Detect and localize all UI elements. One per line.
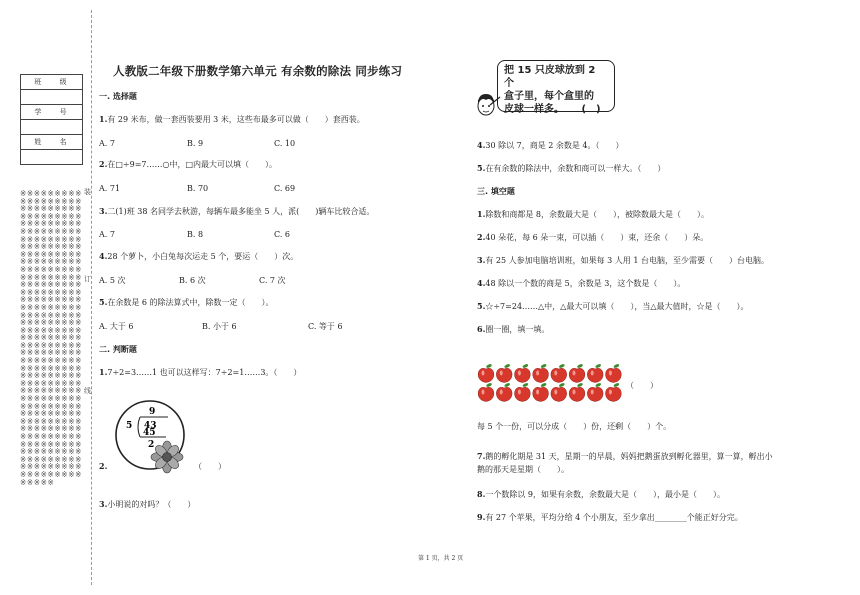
choice-q3 <box>99 206 374 217</box>
choice-q5-option-a[interactable]: A. 大于 6 <box>99 322 134 331</box>
q-number: 6. <box>477 324 486 334</box>
choice-q2-option-a[interactable]: A. 71 <box>99 184 121 193</box>
q-text: 圈一圈，填一填。 <box>485 325 550 334</box>
seal-mark-zhuang: 装 <box>84 188 91 196</box>
choice-q5-option-c[interactable]: C. 等于 6 <box>308 322 343 331</box>
apple-icon <box>478 382 494 401</box>
choice-q1-option-a[interactable]: A. 7 <box>99 139 115 148</box>
apple-icon <box>587 382 603 401</box>
choice-q3-option-a[interactable]: A. 7 <box>99 230 115 239</box>
number-field[interactable] <box>21 120 83 135</box>
division-dividend: 43 <box>144 421 157 431</box>
q-number: 9. <box>477 512 486 522</box>
division-illustration <box>110 397 192 477</box>
judge-q4 <box>477 140 624 151</box>
q-number: 1. <box>99 367 108 377</box>
q-number: 3. <box>99 499 108 509</box>
fill-q6-line2: 每 5 个一份，可以分成（ ）份，还剩（ ）个。 <box>477 422 672 431</box>
q-text: 鹅的孵化期是 31 天，星期一的早晨，妈妈把鹅蛋放到孵化器里，算一算，孵出小 <box>485 452 773 461</box>
q-number: 3. <box>99 206 108 216</box>
apple-icon <box>569 363 585 382</box>
apple-icon <box>533 363 549 382</box>
q-text: 在有余数的除法中，余数和商可以一样大。（ ） <box>485 164 666 173</box>
q-text: 有 27 个苹果，平均分给 4 个小朋友，至少拿出________个能正好分完。 <box>485 513 743 522</box>
q-text: 在□÷9=7……○中，□内最大可以填（ ）。 <box>107 160 278 169</box>
choice-q3-option-b[interactable]: B. 8 <box>187 230 204 239</box>
q-text: 28 个萝卜，小白兔每次运走 5 个，要运（ ）次。 <box>107 252 299 261</box>
q-number: 3. <box>477 255 486 265</box>
apple-icon <box>551 382 567 401</box>
fill-q7-line2: 鹅的那天是星期（ ）。 <box>477 465 569 474</box>
apple-grid <box>477 362 627 404</box>
q-text: ☆÷7=24……△中，△最大可以填（ ），当△最大值时，☆是（ ）。 <box>485 302 749 311</box>
q-number: 8. <box>477 489 486 499</box>
seal-mark-ding: 订 <box>84 275 91 283</box>
section-fill-heading: 三. 填空题 <box>477 187 515 196</box>
student-info-table <box>20 74 83 165</box>
q-number: 4. <box>477 278 486 288</box>
judge-q1 <box>99 367 301 378</box>
judge-q5 <box>477 163 665 174</box>
binding-line <box>91 10 92 585</box>
apple-icon <box>533 382 549 401</box>
fill-q5 <box>477 301 749 312</box>
q-text: 在余数是 6 的除法算式中，除数一定（ ）。 <box>107 298 274 307</box>
apple-icon <box>551 363 567 382</box>
q-text: 30 除以 7，商是 2 余数是 4。（ ） <box>485 141 624 150</box>
q-text: 48 除以一个数的商是 5，余数是 3，这个数是（ ）。 <box>485 279 686 288</box>
choice-q5 <box>99 297 274 308</box>
q-text: 小明说的对吗？（ ） <box>107 500 196 509</box>
choice-q1-option-c[interactable]: C. 10 <box>274 139 296 148</box>
name-label: 姓 名 <box>21 135 83 150</box>
apple-icon <box>606 363 622 382</box>
q-number: 2. <box>99 159 108 169</box>
fill-q4 <box>477 278 685 289</box>
choice-q4-option-a[interactable]: A. 5 次 <box>99 276 126 285</box>
class-field[interactable] <box>21 90 83 105</box>
judge-q3 <box>99 499 195 510</box>
bubble-line-3: 皮球一样多。 <box>504 104 564 115</box>
choice-q2 <box>99 159 277 170</box>
seal-mark-xian: 线 <box>84 387 91 395</box>
q-number: 4. <box>477 140 486 150</box>
fill-q8 <box>477 489 725 500</box>
fill-q1 <box>477 209 709 220</box>
fill-q9 <box>477 512 743 523</box>
speech-bubble <box>497 60 615 115</box>
fill-q6-blank[interactable]: （ ） <box>626 381 658 390</box>
q-text: 7÷2=3……1 也可以这样写：7÷2=1……3。（ ） <box>107 368 302 377</box>
choice-q5-option-b[interactable]: B. 小于 6 <box>202 322 237 331</box>
page-title: 人教版二年级下册数学第六单元 有余数的除法 同步练习 <box>113 64 403 78</box>
choice-q2-option-c[interactable]: C. 69 <box>274 184 296 193</box>
q-number: 1. <box>477 209 486 219</box>
number-label: 学 号 <box>21 105 83 120</box>
fill-q7 <box>477 451 773 462</box>
section-judge-heading: 二. 判断题 <box>99 345 137 354</box>
choice-q3-option-c[interactable]: C. 6 <box>274 230 291 239</box>
q-number: 2. <box>99 461 108 471</box>
binding-pattern: ※※※※※※※※※※※※※※※※※※※※※※※※※※※※※※※※※※※※※※※※※※※※※※※※※※※※※※※※※※※※※※※※※※※※※※※※※※※※※※※※※※※※※※※※※※※※※※※※※※※※※※※※※※※※※※※※※※※※※※※※※※※※※※※※※※※※※※※※※※※※※※※※※※※※※※※※※※※※※※※※※※※※※※※※※※※※※※※※※※※※※※※※※※※※※※※※※※※※※※※※※※※※※※※※※※※※※※※※※※※※※※※※※※※※※※※※※※※※※※※※※※※※※※※※※※※※※※※※※※※※※※※※※※※※※※※※※※※※※※※※※※※※※※※※※※※※※※※※※※※※※※※※※※※※※※※※※※※※※※※※※※※※※※※※※※※※※※※※※※※※※※※※※※※ <box>20 190 82 487</box>
choice-q1-option-b[interactable]: B. 9 <box>187 139 204 148</box>
apple-icon <box>478 363 494 382</box>
q-text: 有 25 人参加电脑培训班，如果每 3 人用 1 台电脑，至少需要（ ）台电脑。 <box>485 256 769 265</box>
apple-icon <box>515 382 531 401</box>
q-number: 5. <box>477 301 486 311</box>
q-text: 除数和商都是 8，余数最大是（ ），被除数最大是（ ）。 <box>485 210 709 219</box>
q-text: 有 29 米布，做一套西装要用 3 米，这些布最多可以做（ ）套西装。 <box>107 115 365 124</box>
q-number: 7. <box>477 451 486 461</box>
judge-q2-blank[interactable]: （ ） <box>194 462 226 471</box>
apple-icon <box>496 382 512 401</box>
apple-icon <box>515 363 531 382</box>
choice-q4-option-b[interactable]: B. 6 次 <box>179 276 206 285</box>
bubble-line-2: 盒子里，每个盒里的 <box>504 91 594 102</box>
choice-q1 <box>99 114 365 125</box>
division-quotient: 9 <box>149 407 156 417</box>
choice-q2-option-b[interactable]: B. 70 <box>187 184 209 193</box>
division-divisor: 5 <box>126 421 133 431</box>
q-text: 一个数除以 9，如果有余数，余数最大是（ ），最小是（ ）。 <box>485 490 725 499</box>
q-number: 5. <box>477 163 486 173</box>
bubble-line-1: 把 15 只皮球放到 2 个 <box>504 65 596 89</box>
fill-q6 <box>477 324 549 335</box>
apple-icon <box>587 363 603 382</box>
name-field[interactable] <box>21 150 83 165</box>
bubble-answer-blank[interactable]: ( ) <box>581 104 601 115</box>
fill-q3 <box>477 255 769 266</box>
choice-q4 <box>99 251 298 262</box>
class-label: 班 级 <box>21 75 83 90</box>
division-product: 45 <box>143 428 156 438</box>
q-number: 1. <box>99 114 108 124</box>
q-number: 2. <box>477 232 486 242</box>
apple-icon <box>496 363 512 382</box>
page-footer: 第 1 页，共 2 页 <box>418 555 464 562</box>
judge-q2-number <box>99 461 107 472</box>
section-choice-heading: 一. 选择题 <box>99 92 137 101</box>
choice-q4-option-c[interactable]: C. 7 次 <box>259 276 286 285</box>
q-text: 二(1)班 38 名同学去秋游，每辆车最多能坐 5 人，派( )辆车比较合适。 <box>107 207 375 216</box>
q-number: 4. <box>99 251 108 261</box>
division-remainder: 2 <box>148 440 155 450</box>
fill-q2 <box>477 232 708 243</box>
apple-icon <box>606 382 622 401</box>
q-number: 5. <box>99 297 108 307</box>
q-text: 40 朵花，每 6 朵一束，可以插（ ）束，还余（ ）朵。 <box>485 233 709 242</box>
apples-svg <box>477 362 627 404</box>
apple-icon <box>569 382 585 401</box>
